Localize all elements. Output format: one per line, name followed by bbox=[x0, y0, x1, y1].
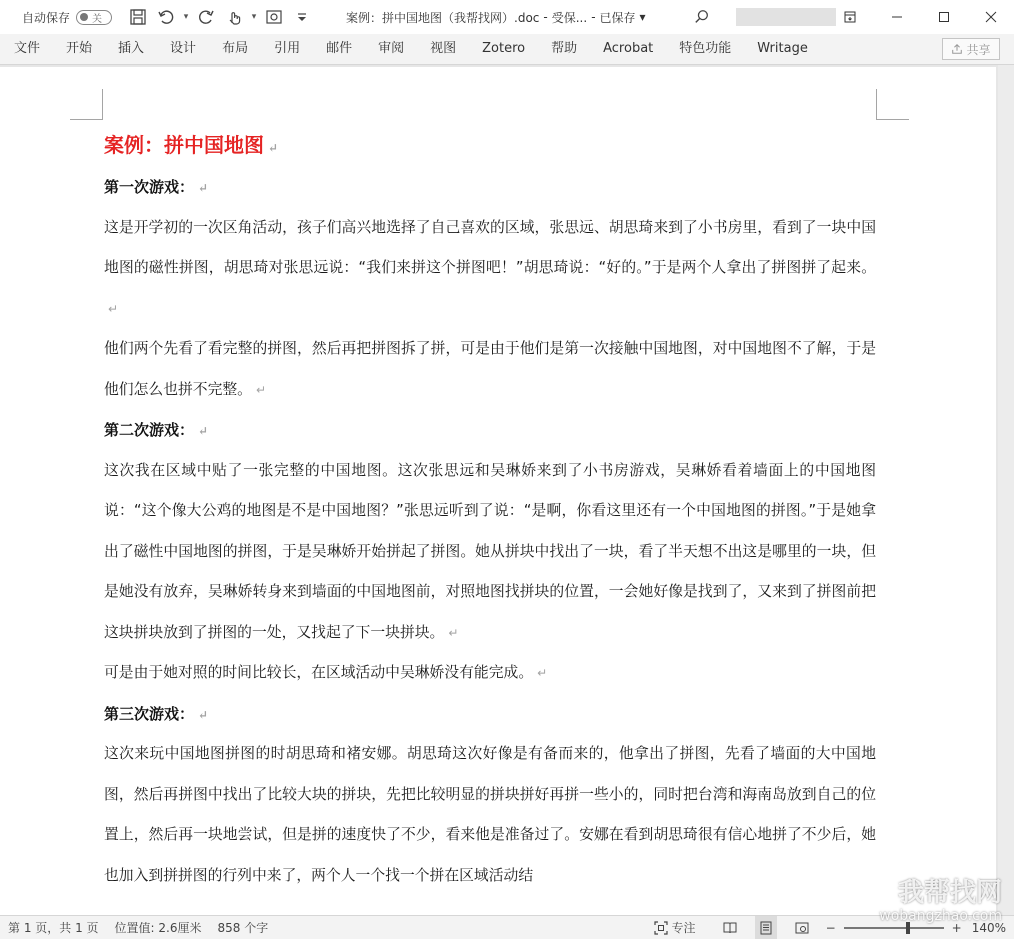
tab-zotero[interactable]: Zotero bbox=[482, 41, 526, 56]
window-controls bbox=[826, 0, 1014, 34]
vertical-scrollbar[interactable] bbox=[998, 65, 1014, 915]
touch-mode-icon[interactable] bbox=[220, 3, 248, 31]
paragraph-mark: ↵ bbox=[268, 141, 279, 155]
undo-icon[interactable] bbox=[152, 3, 180, 31]
autosave-toggle[interactable] bbox=[76, 10, 112, 25]
zoom-slider-thumb[interactable] bbox=[906, 922, 910, 934]
customize-qat-chevron-down-icon[interactable] bbox=[288, 3, 316, 31]
tab-file[interactable]: 文件 bbox=[14, 41, 41, 56]
user-account-blurred[interactable] bbox=[736, 8, 836, 26]
document-body[interactable] bbox=[104, 129, 876, 896]
status-bar-right bbox=[654, 916, 1014, 939]
ribbon-tabs bbox=[0, 34, 1014, 65]
paragraph bbox=[104, 653, 876, 694]
paragraph-text: 这次来玩中国地图拼图的时胡思琦和褚安娜。胡思琦这次好像是有备而来的，他拿出了拼图，先看了墙面的大中国地图，然后再拼图中找出了比较大块的拼块，先把比较明显的拼块拼好再拼一些小的，同时把台湾和海南岛放到自己的位置上，然后再一块地尝试，但是拼的速度快了不少，看来他是准备过了。安娜在看到胡思琦很有信心地拼了不少后，她也加入到拼拼图的行列中来了，两个人一个找一个拼在区域活动结 bbox=[104, 745, 876, 884]
tab-home[interactable]: 开始 bbox=[66, 41, 93, 56]
tab-acrobat[interactable]: Acrobat bbox=[603, 41, 654, 56]
paragraph-text: 他们两个先看了看完整的拼图，然后再把拼图拆了拼，可是由于他们是第一次接触中国地图，对中国地图不了解，于是他们怎么也拼不完整。 bbox=[104, 340, 876, 398]
print-layout-icon[interactable] bbox=[755, 916, 777, 939]
status-bar bbox=[0, 915, 1014, 939]
paragraph-mark: ↵ bbox=[198, 424, 209, 438]
tab-layout[interactable]: 布局 bbox=[222, 41, 249, 56]
toggle-dot bbox=[80, 13, 88, 21]
undo-dropdown-chevron-down-icon[interactable]: ▾ bbox=[183, 12, 189, 22]
quick-access-toolbar bbox=[124, 3, 316, 31]
close-icon[interactable] bbox=[967, 0, 1014, 34]
tab-design[interactable]: 设计 bbox=[170, 41, 197, 56]
page-info[interactable]: 第 1 页，共 1 页 bbox=[8, 921, 99, 935]
share-button[interactable] bbox=[942, 38, 1000, 60]
tab-writage[interactable]: Writage bbox=[757, 41, 808, 56]
section-heading-text: 第三次游戏： bbox=[104, 704, 195, 723]
paragraph-mark: ↵ bbox=[198, 181, 209, 195]
paragraph-mark: ↵ bbox=[198, 707, 209, 722]
crop-mark-top-right bbox=[876, 89, 909, 120]
paragraph bbox=[104, 208, 876, 330]
tab-insert[interactable]: 插入 bbox=[118, 41, 145, 56]
search-icon[interactable] bbox=[690, 5, 714, 29]
document-page[interactable] bbox=[0, 67, 996, 915]
paragraph bbox=[104, 734, 876, 896]
focus-mode-button[interactable] bbox=[654, 919, 696, 936]
title-chevron-down-icon: ▾ bbox=[639, 10, 646, 24]
read-mode-icon[interactable] bbox=[719, 916, 741, 939]
title-bar bbox=[0, 0, 1014, 34]
paragraph-text: 这次我在区域中贴了一张完整的中国地图。这次张思远和吴琳娇来到了小书房游戏，吴琳娇看着墙面上的中国地图说：“这个像大公鸡的地图是不是中国地图？”张思远听到了说：“是啊，你看这里还有一个中国地图的拼图。”于是她拿出了磁性中国地图的拼图，于是吴琳娇开始拼起了拼图。她从拼块中找出了一块，看了半天想不出这是哪里的一块，但是她没有放弃，吴琳娇转身来到墙面的中国地图前，对照地图找拼块的位置，一会她好像是找到了，又来到了拼图前把这块拼块放到了拼图的一处，又找起了下一块拼块。 bbox=[104, 461, 876, 641]
section-heading-text: 第一次游戏： bbox=[104, 178, 195, 196]
paragraph-text: 可是由于她对照的时间比较长，在区域活动中吴琳娇没有能完成。 bbox=[104, 664, 534, 681]
paragraph bbox=[104, 451, 876, 654]
save-icon[interactable] bbox=[124, 3, 152, 31]
touch-dropdown-chevron-down-icon[interactable]: ▾ bbox=[251, 12, 257, 22]
focus-label: 专注 bbox=[671, 921, 696, 935]
tab-help[interactable]: 帮助 bbox=[551, 41, 578, 56]
zoom-in-icon[interactable]: + bbox=[951, 920, 962, 935]
section-heading bbox=[104, 694, 876, 735]
tab-review[interactable]: 审阅 bbox=[378, 41, 405, 56]
crop-mark-top-left bbox=[70, 89, 103, 120]
save-status: 已保存 bbox=[599, 10, 636, 25]
maximize-icon[interactable] bbox=[920, 0, 967, 34]
watermark-text: 我帮找网 bbox=[897, 878, 1002, 908]
zoom-level[interactable]: 140% bbox=[971, 920, 1006, 935]
autosave-label: 自动保存 bbox=[22, 10, 71, 25]
share-label: 共享 bbox=[966, 42, 991, 57]
title-separator: - bbox=[543, 10, 548, 24]
document-title-text: 案例：拼中国地图（我帮找网）.doc bbox=[346, 10, 540, 25]
paragraph-mark: ↵ bbox=[448, 625, 459, 640]
document-title[interactable] bbox=[346, 9, 650, 26]
document-heading-text: 案例：拼中国地图 bbox=[104, 133, 264, 157]
word-count[interactable]: 858 个字 bbox=[217, 921, 269, 935]
section-heading bbox=[104, 410, 876, 451]
paragraph bbox=[104, 329, 876, 410]
watermark-url: wobangzhao.com bbox=[879, 908, 1002, 924]
paragraph-text: 这是开学初的一次区角活动，孩子们高兴地选择了自己喜欢的区域，张思远、胡思琦来到了小书房里，看到了一块中国地图的磁性拼图，胡思琦对张思远说：“我们来拼这个拼图吧！”胡思琦说：“好的。”于是两个人拿出了拼图拼了起来。 bbox=[104, 218, 876, 276]
document-heading bbox=[104, 129, 876, 161]
focus-icon bbox=[654, 921, 668, 935]
share-icon bbox=[951, 43, 963, 55]
paragraph-mark: ↵ bbox=[537, 666, 548, 680]
section-heading-text: 第二次游戏： bbox=[104, 421, 195, 439]
title-separator: - bbox=[591, 10, 596, 24]
autosave[interactable] bbox=[22, 9, 112, 26]
tab-special-features[interactable]: 特色功能 bbox=[679, 41, 732, 56]
tab-references[interactable]: 引用 bbox=[274, 41, 301, 56]
minimize-icon[interactable] bbox=[873, 0, 920, 34]
redo-icon[interactable] bbox=[192, 3, 220, 31]
section-heading bbox=[104, 167, 876, 208]
protected-mode-label: 受保... bbox=[551, 10, 588, 25]
ribbon-display-options-icon[interactable] bbox=[826, 0, 873, 34]
autosave-state: 关 bbox=[92, 13, 103, 25]
paragraph-mark: ↵ bbox=[255, 382, 267, 397]
zoom-slider[interactable] bbox=[844, 927, 944, 929]
paragraph-mark: ↵ bbox=[108, 301, 119, 316]
position-info[interactable]: 位置值: 2.6厘米 bbox=[114, 921, 202, 935]
screenshot-icon[interactable] bbox=[260, 3, 288, 31]
web-layout-icon[interactable] bbox=[791, 916, 813, 939]
tab-mailings[interactable]: 邮件 bbox=[326, 41, 353, 56]
zoom-out-icon[interactable]: − bbox=[825, 920, 836, 935]
tab-view[interactable]: 视图 bbox=[430, 41, 457, 56]
